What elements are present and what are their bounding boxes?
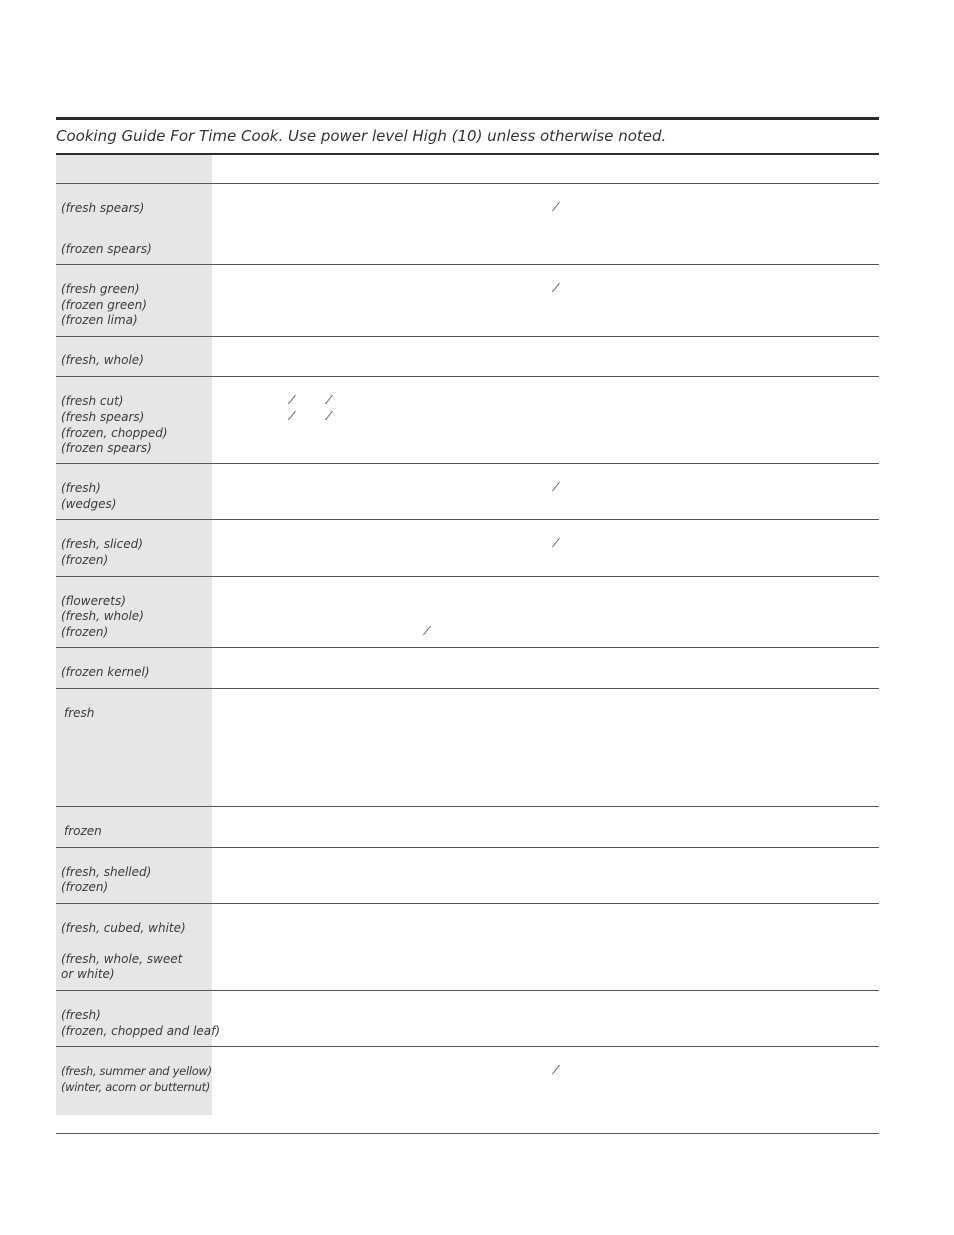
fraction-slash: ⁄	[555, 480, 558, 494]
guide-heading: Cooking Guide For Time Cook. Use power level High (10) unless otherwise noted.	[56, 127, 667, 145]
table-row	[56, 576, 879, 647]
fraction-slash: ⁄	[555, 536, 558, 550]
row-label: (fresh green)	[61, 282, 140, 296]
row-label: (frozen spears)	[61, 242, 152, 256]
row-label: (fresh spears)	[61, 410, 145, 424]
row-label: (fresh cut)	[61, 394, 124, 408]
row-label: or white)	[61, 967, 115, 981]
row-label: (frozen)	[61, 625, 109, 639]
fraction-slash: ⁄	[291, 409, 294, 423]
table-row	[56, 264, 879, 336]
row-label: (winter, acorn or butternut)	[61, 1080, 211, 1094]
row-label: (fresh, whole)	[61, 353, 144, 367]
table-row	[56, 647, 879, 688]
row-label: (fresh, whole, sweet	[61, 952, 183, 966]
row-label: fresh	[64, 706, 95, 720]
row-label: (fresh)	[61, 1008, 101, 1022]
row-label: (frozen spears)	[61, 441, 152, 455]
table-row	[56, 990, 879, 1046]
row-label: (fresh, summer and yellow)	[61, 1064, 212, 1078]
table-row	[56, 519, 879, 576]
row-label: (fresh, cubed, white)	[61, 921, 186, 935]
row-label: (frozen lima)	[61, 313, 138, 327]
row-label: frozen	[64, 824, 102, 838]
table-row	[56, 463, 879, 519]
top-rule	[56, 117, 879, 120]
row-label: (fresh spears)	[61, 201, 145, 215]
row-label: (frozen kernel)	[61, 665, 150, 679]
row-label: (fresh, shelled)	[61, 865, 152, 879]
table-row	[56, 688, 879, 806]
table-row	[56, 903, 879, 990]
fraction-slash: ⁄	[555, 200, 558, 214]
fraction-slash: ⁄	[555, 281, 558, 295]
fraction-slash: ⁄	[291, 393, 294, 407]
fraction-slash: ⁄	[426, 624, 429, 638]
table-row	[56, 847, 879, 903]
bottom-rule	[56, 1133, 879, 1134]
row-label: (flowerets)	[61, 594, 126, 608]
table-row	[56, 183, 879, 264]
fraction-slash: ⁄	[328, 393, 331, 407]
row-label: (wedges)	[61, 497, 117, 511]
row-label: (frozen, chopped and leaf)	[61, 1024, 221, 1038]
fraction-slash: ⁄	[555, 1063, 558, 1077]
table-row	[56, 336, 879, 376]
row-label: (frozen green)	[61, 298, 147, 312]
table-row	[56, 806, 879, 847]
row-label: (fresh)	[61, 481, 101, 495]
row-label: (fresh, sliced)	[61, 537, 143, 551]
table-row	[56, 1046, 879, 1116]
row-label: (frozen, chopped)	[61, 426, 168, 440]
table-row	[56, 376, 879, 463]
row-label: (frozen)	[61, 553, 109, 567]
row-label: (fresh, whole)	[61, 609, 144, 623]
fraction-slash: ⁄	[328, 409, 331, 423]
row-label: (frozen)	[61, 880, 109, 894]
